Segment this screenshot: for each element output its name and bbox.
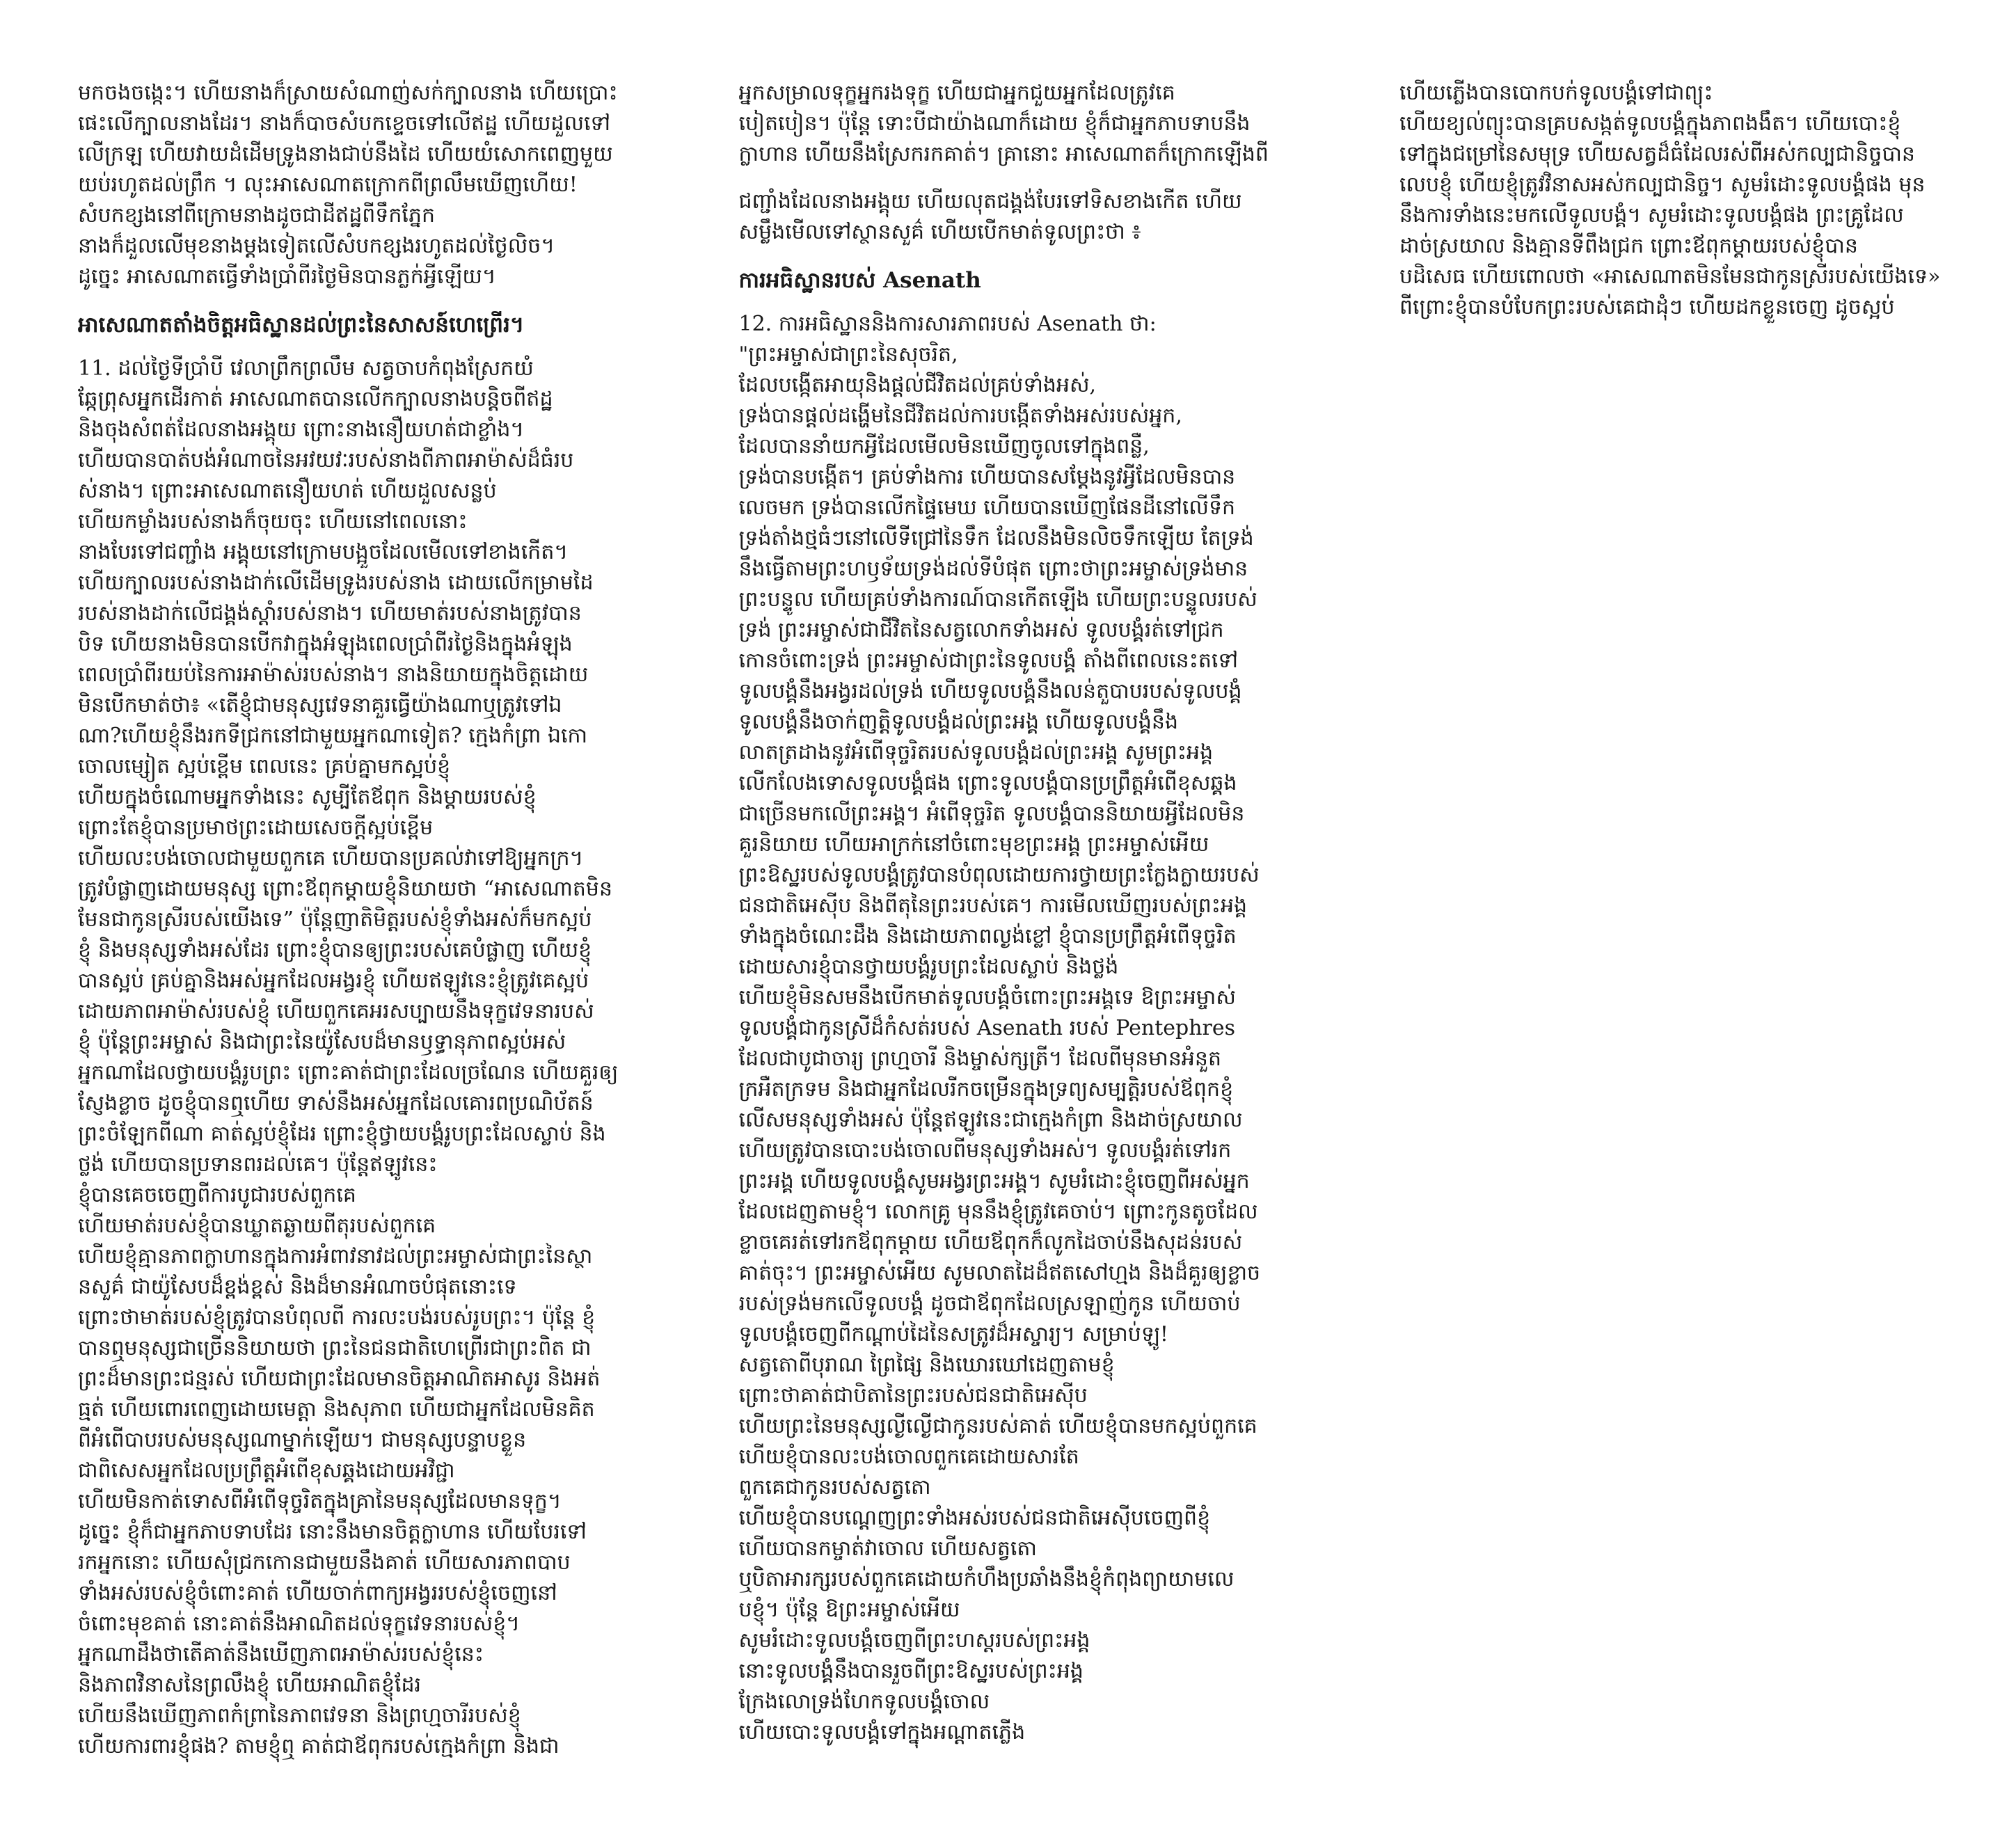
text-line: ឆ្កែព្រុសអ្នកដើរកាត់ អាសេណាតបានលើកក្បាលនាងបន្តិចពីឥដ្ឋ	[78, 387, 553, 411]
text-line: ដែលដេញតាមខ្ញុំ។ លោកគ្រូ មុននឹងខ្ញុំត្រូវគេចាប់។ ព្រោះកូនតូចដែល	[738, 1200, 1258, 1224]
text-line: ហើយខ្ញុំបានលះបង់ចោលពួកគេដោយសារតែ	[738, 1445, 1079, 1469]
text-line: ព្រោះថាមាត់របស់ខ្ញុំត្រូវបានបំពុលពី ការលះបង់របស់រូបព្រះ។ ប៉ុន្តែ ខ្ញុំ	[78, 1305, 596, 1330]
section-heading: ការអធិស្ឋានរបស់ Asenath	[738, 268, 981, 293]
text-line: ទូលបង្គំចេញពីកណ្ដាប់ដៃនៃសត្រូវដ៏អស្ចារ្យ។ សម្រាប់ឡូ!	[738, 1322, 1168, 1346]
text-line: ហើយបានកម្ចាត់វាចោល ហើយសត្វតោ	[738, 1536, 1037, 1561]
text-line: ដាច់ស្រយាល និងគ្មានទីពឹងជ្រក ព្រោះឪពុកម្តាយរបស់ខ្ញុំបាន	[1399, 234, 1858, 258]
text-line: យប់រហូតដល់ព្រឹក ។ លុះអាសេណាតក្រោកពីព្រលឹមឃើញហើយ!	[78, 173, 578, 197]
text-line: ទ្រង់បានផ្តល់ដង្ហើមនៃជីវិតដល់ការបង្កើតទាំងអស់របស់អ្នក,	[738, 404, 1182, 428]
text-line: នឹងធ្វើតាមព្រះហឫទ័យទ្រង់ដល់ទីបំផុត ព្រោះថាព្រះអម្ចាស់ទ្រង់មាន	[738, 557, 1248, 581]
text-line: ទូលបង្គំនឹងចាក់ញត្តិទូលបង្គំដល់ព្រះអង្គ ហើយទូលបង្គំនឹង	[738, 710, 1179, 734]
text-line: ពួកគេជាកូនរបស់សត្វតោ	[738, 1475, 931, 1500]
text-line: មិនបើកមាត់ថា៖ «តើខ្ញុំជាមនុស្សវេទនាគួរធ្វើយ៉ាងណាឬត្រូវទៅឯ	[78, 693, 562, 717]
text-line: ហើយកម្លាំងរបស់នាងក៏ចុយចុះ ហើយនៅពេលនោះ	[78, 509, 468, 534]
text-line: 11. ដល់ថ្ងៃទីប្រាំបី វេលាព្រឹកព្រលឹម សត្វចាបកំពុងស្រែកយំ	[78, 356, 534, 381]
text-line: និងចុងសំពត់ដែលនាងអង្គុយ ព្រោះនាងនឿយហត់ជាខ្លាំង។	[78, 418, 525, 442]
text-line: ហើយខ្យល់ព្យុះបានគ្របសង្កត់ទូលបង្គំក្នុងភាពងងឹត។ ហើយបោះខ្ញុំ	[1399, 111, 1901, 136]
text-line: ផេះលើក្បាលនាងដែរ។ នាងក៏បាចសំបកខ្ទេចទៅលើឥដ្ឋ ហើយដួលទៅ	[78, 111, 611, 136]
text-line: អ្នកសម្រាលទុក្ខអ្នករងទុក្ខ ហើយជាអ្នកជួយអ្នកដែលត្រូវគេ	[738, 81, 1175, 105]
section-heading: អាសេណាតតាំងចិត្តអធិស្ឋានដល់ព្រះនៃសាសន៍ហេព្រើរ។	[78, 312, 525, 337]
text-line: នាងក៏ដួលលើមុខនាងម្តងទៀតលើសំបកខ្សងរហូតដល់ថ្ងៃលិច។	[78, 234, 555, 258]
document-page	[78, 78, 1941, 1776]
text-line: បខ្ញុំ។ ប៉ុន្តែ ឱព្រះអម្ចាស់អើយ	[738, 1598, 960, 1622]
text-line: ជាពិសេសអ្នកដែលប្រព្រឹត្តអំពើខុសឆ្គងដោយអវិជ្ជា	[78, 1458, 455, 1483]
text-line: សម្លឹងមើលទៅស្ថានសួគ៌ ហើយបើកមាត់ទូលព្រះថា ៖	[738, 220, 1141, 244]
text-line: ព្រះដ៏មានព្រះជន្មរស់ ហើយជាព្រះដែលមានចិត្តអាណិតអាសូរ និងអត់	[78, 1367, 601, 1391]
text-line: 12. ការអធិស្ឋាននិងការសារភាពរបស់ Asenath ថា:	[738, 312, 1157, 336]
text-line: ឬបិតាអារក្សរបស់ពួកគេដោយកំហឹងប្រឆាំងនឹងខ្ញុំកំពុងព្យាយាមលេ	[738, 1567, 1235, 1591]
text-line: សំបកខ្សងនៅពីក្រោមនាងដូចជាដីឥដ្ឋពីទឹកភ្នែក	[78, 203, 435, 228]
text-line: លេបខ្ញុំ ហើយខ្ញុំត្រូវវិនាសអស់កល្បជានិច្ច។ សូមរំដោះទូលបង្គំផង មុន	[1399, 173, 1926, 197]
text-line: ហើយមាត់របស់ខ្ញុំបានឃ្លាតឆ្ងាយពីតុរបស់ពួកគេ	[78, 1214, 436, 1238]
text-line: ដូច្នេះ ខ្ញុំក៏ជាអ្នកភាបទាបដែរ នោះនឹងមានចិត្តក្លាហាន ហើយបែរទៅ	[78, 1520, 587, 1544]
text-line: ព្រោះតែខ្ញុំបានប្រមាថព្រះដោយសេចក្តីស្អប់ខ្ពើម	[78, 816, 434, 840]
text-line: របស់ទ្រង់មកលើទូលបង្គំ ដូចជាឪពុកដែលស្រឡាញ់កូន ហើយចាប់	[738, 1291, 1241, 1316]
text-line: នសួគ៌ ជាយ៉ូសែបដ៏ខ្ពង់ខ្ពស់ និងដ៏មានអំណាចបំផុតនោះទេ	[78, 1275, 517, 1299]
text-line: ព្រះបន្ទូល ហើយគ្រប់ទាំងការណ៍បានកើតឡើង ហើយព្រះបន្ទូលរបស់	[738, 587, 1257, 612]
text-line: ដោយភាពអាម៉ាស់របស់ខ្ញុំ ហើយពួកគេអរសប្បាយនឹងទុក្ខវេទនារបស់	[78, 999, 594, 1024]
text-line: ទ្រង់តាំងថ្មធំៗនៅលើទីជ្រៅនៃទឹក ដែលនឹងមិនលិចទឹកឡើយ តែទ្រង់	[738, 526, 1254, 550]
text-line: សត្វតោពីបុរាណ ព្រៃផ្សៃ និងឃោរឃៅដេញតាមខ្ញុំ	[738, 1353, 1115, 1377]
text-line: ដែលបង្កើតអាយុនិងផ្តល់ជីវិតដល់គ្រប់ទាំងអស់,	[738, 373, 1097, 397]
text-line: បដិសេធ ហើយពោលថា «អាសេណាតមិនមែនជាកូនស្រីរបស់យើងទេ»	[1399, 264, 1941, 289]
text-line: ដូច្នេះ អាសេណាតធ្វើទាំងប្រាំពីរថ្ងៃមិនបានភ្លក់អ្វីឡើយ។	[78, 264, 496, 289]
text-line: ហើយត្រូវបានបោះបង់ចោលពីមនុស្សទាំងអស់។ ទូលបង្គំរត់ទៅរក	[738, 1138, 1232, 1163]
text-line: ជាច្រើនមកលើព្រះអង្គ។ អំពើទុច្ចរិត ទូលបង្គំបាននិយាយអ្វីដែលមិន	[738, 802, 1245, 826]
text-line: អ្នកណាដឹងថាតើគាត់នឹងឃើញភាពអាម៉ាស់របស់ខ្ញុំនេះ	[78, 1642, 484, 1667]
text-line: ហើយព្រះនៃមនុស្សល្ងីល្ងើជាកូនរបស់គាត់ ហើយខ្ញុំបានមកស្អប់ពួកគេ	[738, 1414, 1257, 1438]
text-line: ទូលបង្គំនឹងអង្វរដល់ទ្រង់ ហើយទូលបង្គំនឹងលន់តួបាបរបស់ទូលបង្គំ	[738, 679, 1242, 704]
text-line: មែនជាកូនស្រីរបស់យើងទេ” ប៉ុន្តែញាតិមិត្តរបស់ខ្ញុំទាំងអស់ក៏មកស្អប់	[78, 907, 592, 932]
text-line: គាត់ចុះ។ ព្រះអម្ចាស់អើយ សូមលាតដៃដ៏ឥតសៅហ្មង និងដ៏គួរឲ្យខ្លាច	[738, 1261, 1261, 1285]
text-line: ព្រះអង្គ ហើយទូលបង្គំសូមអង្វរព្រះអង្គ។ សូមរំដោះខ្ញុំចេញពីអស់អ្នក	[738, 1169, 1250, 1193]
text-line: ត្រូវបំផ្លាញដោយមនុស្ស ព្រោះឪពុកម្តាយខ្ញុំនិយាយថា “អាសេណាតមិន	[78, 877, 613, 901]
text-line: ពីអំពើបាបរបស់មនុស្សណាម្នាក់ឡើយ។ ជាមនុស្សបន្ទាបខ្លួន	[78, 1428, 527, 1452]
text-line: ហើយលះបង់ចោលជាមួយពួកគេ ហើយបានប្រគល់វាទៅឱ្យអ្នកក្រ។	[78, 846, 584, 871]
text-line: ហើយខ្ញុំបានបណ្តេញព្រះទាំងអស់របស់ជនជាតិអេស៊ីបចេញពីខ្ញុំ	[738, 1506, 1211, 1530]
text-line: ហើយបោះទូលបង្គំទៅក្នុងអណ្តាតភ្លើង	[738, 1720, 1026, 1744]
text-line: លេចមក ទ្រង់បានលើកផ្ទៃមេឃ ហើយបានឃើញផែនដីនៅលើទឹក	[738, 495, 1236, 520]
text-line: លើកលែងទោសទូលបង្គំផង ព្រោះទូលបង្គំបានប្រព្រឹត្តអំពើខុសឆ្គង	[738, 771, 1237, 795]
text-line: កោនចំពោះទ្រង់ ព្រះអម្ចាស់ជាព្រះនៃទូលបង្គំ តាំងពីពេលនេះតទៅ	[738, 649, 1239, 673]
text-line: អ្នកណាដែលថ្វាយបង្គំរូបព្រះ ព្រោះគាត់ជាព្រះដែលច្រណែន ហើយគួរឲ្យ	[78, 1060, 619, 1085]
text-line: ហើយភ្លើងបានបោកបក់ទូលបង្គំទៅជាព្យុះ	[1399, 81, 1713, 105]
text-line: ហើយការពារខ្ញុំផង? តាមខ្ញុំឮ គាត់ជាឪពុករបស់ក្មេងកំព្រា និងជា	[78, 1734, 559, 1758]
text-line: នោះទូលបង្គំនឹងបានរួចពីព្រះឱស្ឋរបស់ព្រះអង្គ	[738, 1659, 1084, 1683]
text-line: ហើយក្នុងចំណោមអ្នកទាំងនេះ សូម្បីតែឪពុក និងម្តាយរបស់ខ្ញុំ	[78, 785, 537, 809]
text-line: ទៅក្នុងជម្រៅនៃសមុទ្រ ហើយសត្វដ៏ធំដែលរស់ពីអស់កល្បជានិច្ចបាន	[1399, 142, 1915, 166]
text-line: ហើយក្បាលរបស់នាងដាក់លើដើមទ្រូងរបស់នាង ដោយលើកម្រាមដៃ	[78, 571, 594, 595]
text-line: ទាំងក្នុងចំណេះដឹង និងដោយភាពល្ងង់ខ្លៅ ខ្ញុំបានប្រព្រឹត្តអំពើទុច្ចរិត	[738, 924, 1237, 948]
text-line: ថ្លង់ ហើយបានប្រទានពរដល់គេ។ ប៉ុន្តែឥឡូវនេះ	[78, 1152, 438, 1177]
text-line: ពីព្រោះខ្ញុំបានបំបែកព្រះរបស់គេជាដុំៗ ហើយដកខ្លួនចេញ ដូចស្អប់	[1399, 295, 1895, 319]
text-line: លើសមនុស្សទាំងអស់ ប៉ុន្តែឥឡូវនេះជាក្មេងកំព្រា និងដាច់ស្រយាល	[738, 1108, 1243, 1132]
text-line: ហើយនឹងឃើញភាពកំព្រានៃភាពវេទនា និងព្រហ្មចារីរបស់ខ្ញុំ	[78, 1703, 521, 1728]
text-line: បានឮមនុស្សជាច្រើននិយាយថា ព្រះនៃជនជាតិហេព្រើរជាព្រះពិត ជា	[78, 1336, 592, 1360]
text-line: របស់នាងដាក់លើជង្គង់ស្តាំរបស់នាង។ ហើយមាត់របស់នាងត្រូវបាន	[78, 601, 582, 626]
text-line: ទាំងអស់របស់ខ្ញុំចំពោះគាត់ ហើយចាក់ពាក្យអង្វររបស់ខ្ញុំចេញនៅ	[78, 1581, 557, 1605]
text-line: ខ្ញុំ ប៉ុន្តែព្រះអម្ចាស់ និងជាព្រះនៃយ៉ូសែបដ៏មានឫទ្ធានុភាពស្អប់អស់	[78, 1030, 566, 1054]
text-line: ដែលជាបូជាចារ្យ ព្រហ្មចារី និងម្ចាស់ក្សត្រី។ ដែលពីមុនមានអំនួត	[738, 1047, 1222, 1071]
text-line: ពេលប្រាំពីរយប់នៃការអាម៉ាស់របស់នាង។ នាងនិយាយក្នុងចិត្តដោយ	[78, 662, 589, 687]
text-line: ហើយខ្ញុំមិនសមនឹងបើកមាត់ទូលបង្គំចំពោះព្រះអង្គទេ ឱព្រះអម្ចាស់	[738, 985, 1236, 1010]
text-line: លាតត្រដាងនូវអំពើទុច្ចរិតរបស់ទូលបង្គំដល់ព្រះអង្គ សូមព្រះអង្គ	[738, 740, 1214, 765]
text-line: នាងបែរទៅជញ្ជាំង អង្គុយនៅក្រោមបង្អួចដែលមើលទៅខាងកើត។	[78, 540, 569, 564]
text-line: ដោយសារខ្ញុំបានថ្វាយបង្គំរូបព្រះដែលស្លាប់ និងថ្លង់	[738, 955, 1119, 979]
text-line: ជនជាតិអេស៊ីប និងពីតុនៃព្រះរបស់គេ។ ការមើលឃើញរបស់ព្រះអង្គ	[738, 893, 1248, 918]
text-line: ខ្ញុំ និងមនុស្សទាំងអស់ដែរ ព្រោះខ្ញុំបានឲ្យព្រះរបស់គេបំផ្លាញ ហើយខ្ញុំ	[78, 938, 592, 962]
text-line: ខ្ញុំបានគេចចេញពីការបូជារបស់ពួកគេ	[78, 1183, 356, 1207]
text-line: ព្រោះថាគាត់ជាបិតានៃព្រះរបស់ជនជាតិអេស៊ីប	[738, 1383, 1088, 1408]
text-line: ណា?ហើយខ្ញុំនឹងរកទីជ្រកនៅជាមួយអ្នកណាទៀត? ក្មេងកំព្រា ឯកោ	[78, 724, 588, 748]
text-line: ធ្មត់ ហើយពោរពេញដោយមេត្តា និងសុភាព ហើយជាអ្នកដែលមិនគិត	[78, 1397, 595, 1422]
text-line: ក្រអឺតក្រទម និងជាអ្នកដែលរីកចម្រើនក្នុងទ្រព្យសម្បត្តិរបស់ឪពុកខ្ញុំ	[738, 1077, 1234, 1102]
text-line: ចោលម្សៀត ស្អប់ខ្ពើម ពេលនេះ គ្រប់គ្នាមកស្អប់ខ្ញុំ	[78, 754, 451, 779]
text-line: រកអ្នកនោះ ហើយសុំជ្រកកោនជាមួយនឹងគាត់ ហើយសារភាពបាប	[78, 1550, 571, 1575]
text-line: លើក្រឡ ហើយវាយដំដើមទ្រូងនាងជាប់នឹងដៃ ហើយយំសោកពេញមួយ	[78, 142, 613, 166]
text-line: ជញ្ជាំងដែលនាងអង្គុយ ហើយលុតជង្គង់បែរទៅទិសខាងកើត ហើយ	[738, 189, 1242, 214]
text-line: ហើយខ្ញុំគ្មានភាពក្លាហានក្នុងការអំពាវនាវដល់ព្រះអម្ចាស់ជាព្រះនៃស្ថា	[78, 1244, 593, 1269]
paragraph	[739, 78, 2016, 1776]
paragraph	[78, 78, 695, 292]
text-line: ព្រះឱស្ឋរបស់ទូលបង្គំត្រូវបានបំពុលដោយការថ្វាយព្រះក្លែងក្លាយរបស់	[738, 863, 1260, 887]
text-line: គួរនិយាយ ហើយអាក្រក់នៅចំពោះមុខព្រះអង្គ ព្រះអម្ចាស់អើយ	[738, 832, 1209, 857]
text-line: ហើយបានបាត់បង់អំណាចនៃអវយវៈរបស់នាងពីភាពអាម៉ាស់ដ៏ធំរប	[78, 448, 574, 472]
text-line: ទូលបង្គំជាកូនស្រីដ៏កំសត់របស់ Asenath របស់ Pentephres	[738, 1016, 1236, 1040]
text-line: ក្លាហាន ហើយនឹងស្រែករកគាត់។ គ្រានោះ អាសេណាតក៏ក្រោកឡើងពី	[738, 142, 1269, 166]
text-line: ទ្រង់ ព្រះអម្ចាស់ជាជីវិតនៃសត្វលោកទាំងអស់ ទូលបង្គំរត់ទៅជ្រក	[738, 618, 1224, 642]
text-line: ស្ញែងខ្លាច ដូចខ្ញុំបានឮហើយ ទាស់នឹងអស់អ្នកដែលគោរពប្រណិប័តន៍	[78, 1091, 594, 1115]
text-line: ស់នាង។ ព្រោះអាសេណាតនឿយហត់ ហើយដួលសន្លប់	[78, 479, 497, 503]
text-line: "ព្រះអម្ចាស់ជាព្រះនៃសុចរិត,	[738, 342, 958, 367]
text-line: នឹងការទាំងនេះមកលើទូលបង្គំ។ សូមរំដោះទូលបង្គំផង ព្រះគ្រូដែល	[1399, 203, 1904, 228]
text-line: មកចងចង្កេះ។ ហើយនាងក៏ស្រាយសំណាញ់សក់ក្បាលនាង ហើយប្រោះ	[78, 81, 618, 105]
text-line: ព្រះចំឡែកពីណា គាត់ស្អប់ខ្ញុំដែរ ព្រោះខ្ញុំថ្វាយបង្គំរូបព្រះដែលស្លាប់ និង	[78, 1122, 606, 1146]
paragraph	[739, 186, 1356, 248]
text-line: និងភាពវិនាសនៃព្រលឹងខ្ញុំ ហើយអាណិតខ្ញុំដែរ	[78, 1673, 422, 1697]
text-line: បានស្អប់ គ្រប់គ្នានិងអស់អ្នកដែលអង្វរខ្ញុំ ហើយឥឡូវនេះខ្ញុំត្រូវគេស្អប់	[78, 969, 589, 993]
text-line: ដែលបាននាំយកអ្វីដែលមើលមិនឃើញចូលទៅក្នុងពន្លឺ,	[738, 434, 1150, 459]
text-line: ហើយមិនកាត់ទោសពីអំពើទុច្ចរិតក្នុងគ្រានៃមនុស្សដែលមានទុក្ខ។	[78, 1489, 562, 1513]
text-line: ចំពោះមុខគាត់ នោះគាត់នឹងអាណិតដល់ទុក្ខវេទនារបស់ខ្ញុំ។	[78, 1612, 521, 1636]
text-line: ខ្លាចគេរត់ទៅរកឪពុកម្តាយ ហើយឪពុកក៏លូកដៃចាប់នឹងសុដន់របស់	[738, 1230, 1243, 1255]
text-line: សូមរំដោះទូលបង្គំចេញពីព្រះហស្តរបស់ព្រះអង្គ	[738, 1628, 1090, 1653]
text-line: បិទ ហើយនាងមិនបានបើកវាក្នុងអំឡុងពេលប្រាំពីរថ្ងៃនិងក្នុងអំឡុង	[78, 632, 573, 656]
text-line: ក្រែងលោទ្រង់ហែកទូលបង្គំចោល	[738, 1690, 990, 1714]
text-line: បៀតបៀន។ ប៉ុន្តែ ទោះបីជាយ៉ាងណាក៏ដោយ ខ្ញុំក៏ជាអ្នកភាបទាបនឹង	[738, 111, 1251, 136]
text-line: ទ្រង់បានបង្កើត។ គ្រប់ទាំងការ ហើយបានសម្តែងនូវអ្វីដែលមិនបាន	[738, 465, 1236, 489]
